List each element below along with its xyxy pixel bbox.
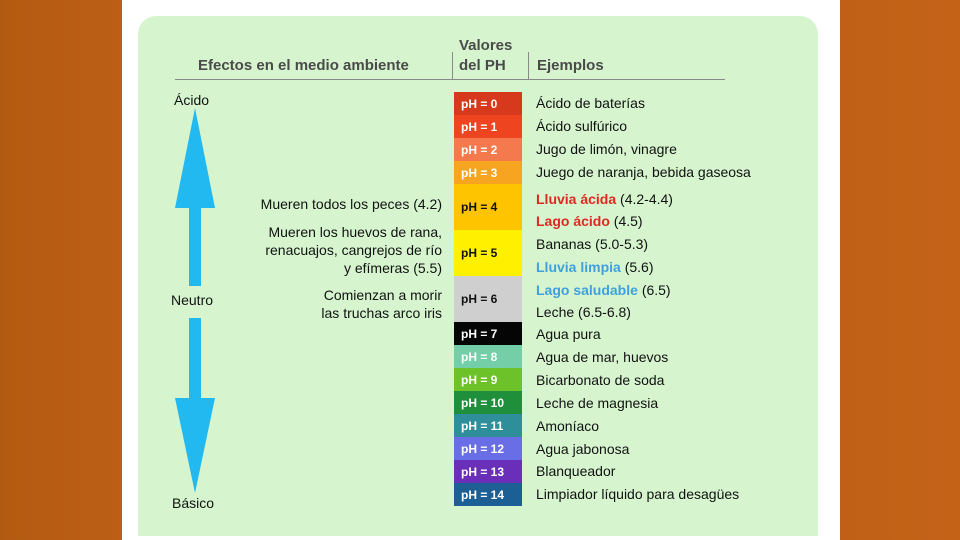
header-divider-left <box>452 52 453 80</box>
example-ph6-milk: Leche (6.5-6.8) <box>536 304 631 320</box>
header-underline <box>175 79 725 80</box>
example-ph11: Amoníaco <box>536 418 600 434</box>
ph-cell-7 <box>454 322 522 345</box>
ph-label-9: pH = 9 <box>461 372 498 387</box>
double-arrow-icon <box>173 108 217 493</box>
ph-cell-14 <box>454 483 522 506</box>
effect-trout-line2: las truchas arco iris <box>321 305 442 321</box>
effect-frogs-line1: Mueren los huevos de rana, <box>268 224 442 240</box>
ph-label-5: pH = 5 <box>461 246 498 260</box>
ph-cell-8 <box>454 345 522 368</box>
axis-label-acid: Ácido <box>174 92 210 108</box>
header-examples: Ejemplos <box>537 57 604 74</box>
ph-label-4: pH = 4 <box>461 200 498 214</box>
ph-label-2: pH = 2 <box>461 142 498 157</box>
example-ph5-clean-rain <box>536 258 654 276</box>
example-ph5-bananas: Bananas (5.0-5.3) <box>536 236 649 252</box>
arrow-upper-shaft <box>189 206 201 286</box>
example-ph10: Leche de magnesia <box>536 395 659 411</box>
effect-trout-line1: Comienzan a morir <box>323 287 442 303</box>
ph-label-11: pH = 11 <box>461 418 504 433</box>
acid-rain-value: (4.2-4.4) <box>620 191 673 207</box>
example-ph4-acid-lake <box>536 212 643 230</box>
ph-cell-2 <box>454 138 522 161</box>
ph-cell-13 <box>454 460 522 483</box>
healthy-lake-label: Lago saludable <box>536 282 638 298</box>
example-ph8: Agua de mar, huevos <box>536 349 669 365</box>
header-values-line2: del PH <box>459 57 506 74</box>
ph-cell-9 <box>454 368 522 391</box>
ph-label-14: pH = 14 <box>461 487 505 502</box>
healthy-lake-value: (6.5) <box>641 282 671 298</box>
example-ph14: Limpiador líquido para desagües <box>536 486 740 502</box>
ph-cell-5 <box>454 230 522 276</box>
axis-label-neutral: Neutro <box>171 292 214 308</box>
axis-label-basic: Básico <box>172 495 215 511</box>
effect-fish: Mueren todos los peces (4.2) <box>260 196 442 212</box>
ph-label-13: pH = 13 <box>461 464 505 479</box>
example-ph0: Ácido de baterías <box>536 95 645 111</box>
ph-label-7: pH = 7 <box>461 326 498 341</box>
example-ph9: Bicarbonato de soda <box>536 372 665 388</box>
arrow-lower-shaft <box>189 318 201 400</box>
example-ph2: Jugo de limón, vinagre <box>536 141 677 157</box>
header-divider-right <box>528 52 529 80</box>
clean-rain-value: (5.6) <box>624 259 654 275</box>
ph-cell-10 <box>454 391 522 414</box>
ph-cell-0 <box>454 92 522 115</box>
example-ph1: Ácido sulfúrico <box>536 118 628 134</box>
example-ph13: Blanqueador <box>536 463 616 479</box>
ph-label-1: pH = 1 <box>461 119 498 134</box>
arrow-up-head <box>175 108 215 208</box>
ph-label-6: pH = 6 <box>461 292 498 306</box>
example-ph4-acid-rain <box>536 190 673 208</box>
effect-frogs-line3: y efímeras (5.5) <box>343 260 442 276</box>
example-ph3: Juego de naranja, bebida gaseosa <box>536 164 751 180</box>
effect-frogs-line2: renacuajos, cangrejos de río <box>265 242 442 258</box>
acid-lake-label: Lago ácido <box>536 213 610 229</box>
header-effects: Efectos en el medio ambiente <box>198 57 409 74</box>
ph-label-0: pH = 0 <box>461 96 498 111</box>
ph-label-12: pH = 12 <box>461 441 505 456</box>
example-ph12: Agua jabonosa <box>536 441 630 457</box>
clean-rain-label: Lluvia limpia <box>536 259 621 275</box>
acid-lake-value: (4.5) <box>613 213 643 229</box>
ph-cell-11 <box>454 414 522 437</box>
header-values-line1: Valores <box>459 37 513 54</box>
ph-cell-12 <box>454 437 522 460</box>
example-ph7: Agua pura <box>536 326 601 342</box>
ph-cell-3 <box>454 161 522 184</box>
ph-label-10: pH = 10 <box>461 395 505 410</box>
acid-rain-label: Lluvia ácida <box>536 191 617 207</box>
ph-label-3: pH = 3 <box>461 165 498 180</box>
ph-cell-4 <box>454 184 522 230</box>
arrow-down-head <box>175 398 215 493</box>
ph-label-8: pH = 8 <box>461 349 498 364</box>
ph-cell-1 <box>454 115 522 138</box>
example-ph6-healthy-lake <box>536 281 671 299</box>
ph-cell-6 <box>454 276 522 322</box>
